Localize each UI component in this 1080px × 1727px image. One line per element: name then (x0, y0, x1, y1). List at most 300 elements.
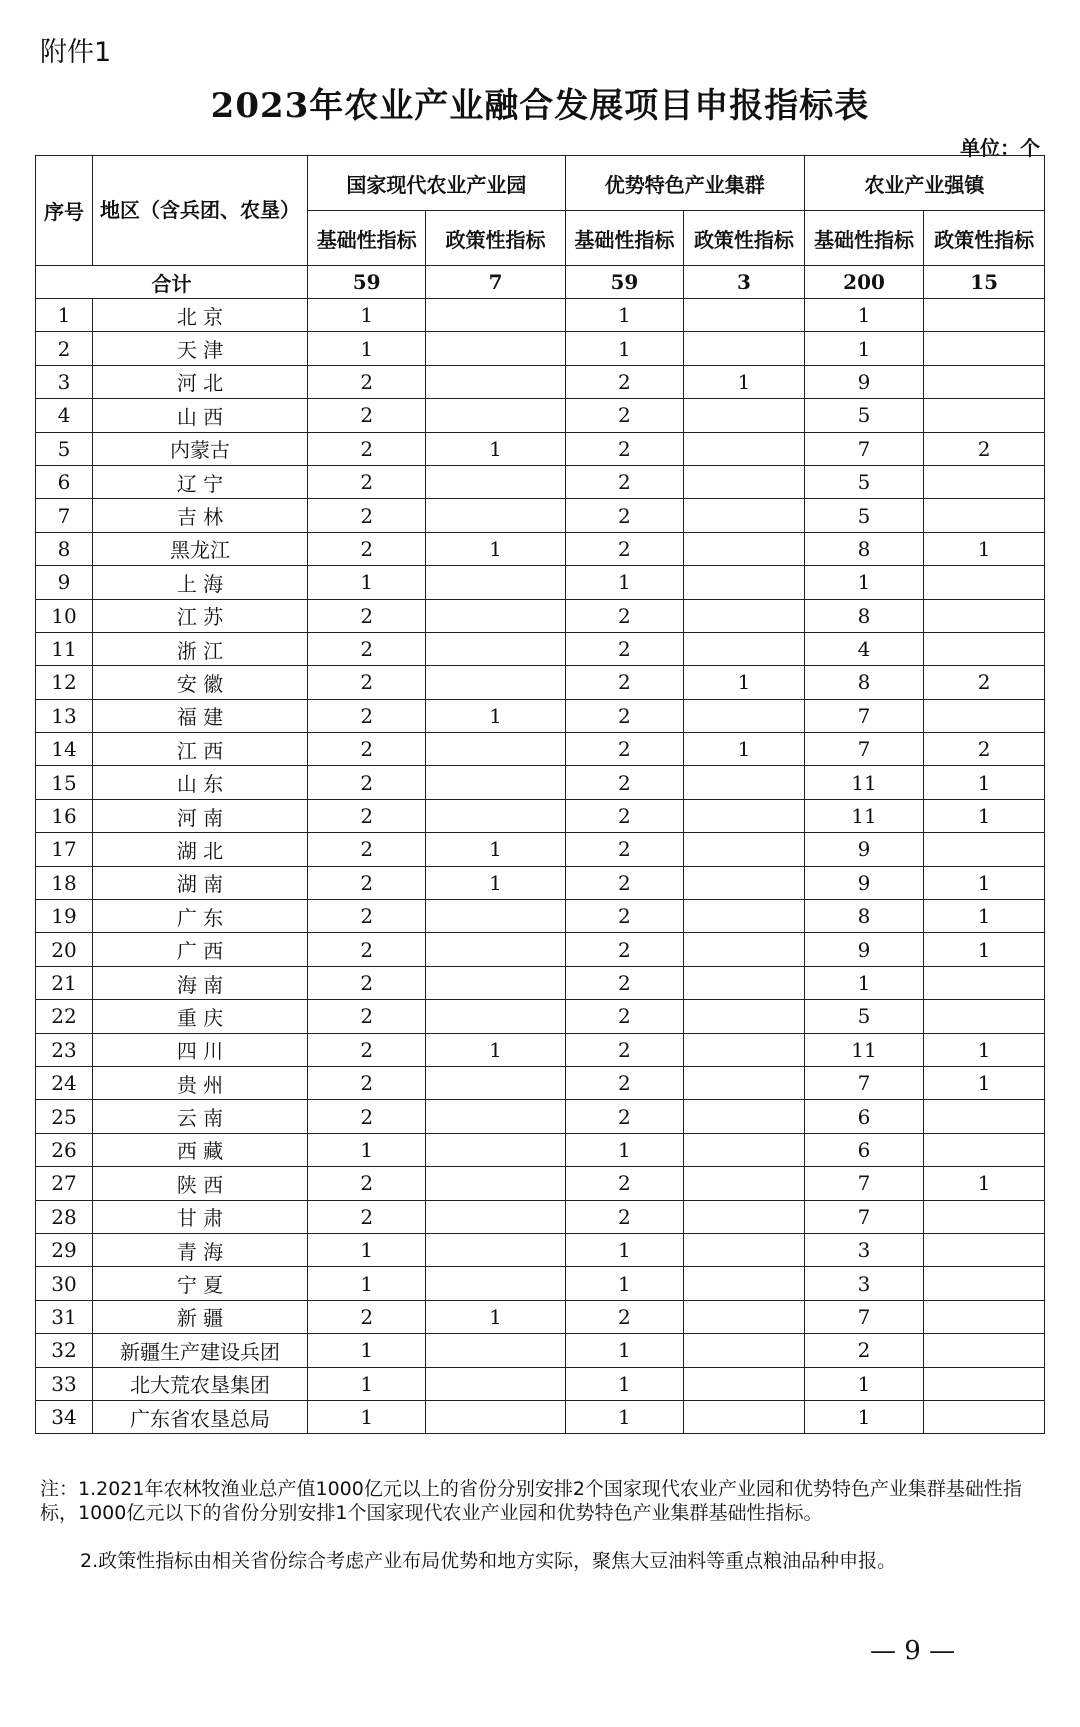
row-number: 14 (36, 733, 93, 766)
header-policy: 政策性指标 (426, 211, 565, 266)
row-region: 山 西 (93, 399, 308, 432)
row-value (684, 699, 805, 732)
table-row (36, 566, 1045, 599)
row-value: 1 (804, 1400, 924, 1433)
table-row (36, 699, 1045, 732)
row-value (924, 632, 1045, 665)
row-value (426, 365, 565, 398)
row-value (426, 465, 565, 498)
total-value: 15 (924, 266, 1045, 299)
table-row (36, 465, 1045, 498)
table-row (36, 365, 1045, 398)
row-number: 5 (36, 432, 93, 465)
row-value: 1 (924, 866, 1045, 899)
row-region: 吉 林 (93, 499, 308, 532)
row-value (426, 1400, 565, 1433)
row-value: 1 (924, 900, 1045, 933)
row-value: 2 (307, 866, 425, 899)
row-value: 2 (565, 833, 683, 866)
row-value: 1 (684, 733, 805, 766)
row-value: 2 (565, 599, 683, 632)
row-value: 1 (307, 1400, 425, 1433)
row-value: 2 (307, 1200, 425, 1233)
row-value (684, 465, 805, 498)
table-row (36, 733, 1045, 766)
row-value: 2 (307, 933, 425, 966)
table-row (36, 1200, 1045, 1233)
row-value (924, 833, 1045, 866)
row-region: 湖 南 (93, 866, 308, 899)
row-region: 广东省农垦总局 (93, 1400, 308, 1433)
table-row (36, 1233, 1045, 1266)
header-group-industry-town: 农业产业强镇 (804, 156, 1044, 211)
row-value: 2 (565, 632, 683, 665)
table-row (36, 933, 1045, 966)
row-value (924, 465, 1045, 498)
row-region: 青 海 (93, 1233, 308, 1266)
table-row (36, 866, 1045, 899)
row-value (924, 1300, 1045, 1333)
table-row (36, 1100, 1045, 1133)
row-number: 20 (36, 933, 93, 966)
row-value (924, 499, 1045, 532)
row-value: 1 (565, 1400, 683, 1433)
row-value (684, 332, 805, 365)
row-number: 8 (36, 532, 93, 565)
row-value (426, 900, 565, 933)
table-row (36, 532, 1045, 565)
row-value: 1 (924, 532, 1045, 565)
row-value: 2 (565, 966, 683, 999)
row-value (684, 599, 805, 632)
row-value (426, 933, 565, 966)
row-region: 江 西 (93, 733, 308, 766)
table-row (36, 599, 1045, 632)
row-value: 1 (684, 666, 805, 699)
row-value (684, 499, 805, 532)
row-value: 3 (804, 1267, 924, 1300)
row-value (426, 1233, 565, 1266)
row-value (426, 733, 565, 766)
row-region: 西 藏 (93, 1133, 308, 1166)
row-region: 河 南 (93, 799, 308, 832)
row-value (924, 365, 1045, 398)
row-number: 10 (36, 599, 93, 632)
row-region: 安 徽 (93, 666, 308, 699)
row-value (924, 1400, 1045, 1433)
row-value (684, 1400, 805, 1433)
row-value: 1 (565, 1133, 683, 1166)
row-region: 陕 西 (93, 1167, 308, 1200)
row-value (426, 1066, 565, 1099)
table-row (36, 833, 1045, 866)
row-value: 11 (804, 766, 924, 799)
table-row (36, 432, 1045, 465)
row-value: 2 (565, 1033, 683, 1066)
row-value: 7 (804, 1200, 924, 1233)
row-value: 1 (307, 1267, 425, 1300)
row-region: 湖 北 (93, 833, 308, 866)
row-value: 1 (565, 566, 683, 599)
row-value: 2 (307, 1066, 425, 1099)
row-region: 北 京 (93, 299, 308, 332)
row-value: 2 (565, 900, 683, 933)
row-region: 山 东 (93, 766, 308, 799)
row-value (924, 1000, 1045, 1033)
row-value: 5 (804, 399, 924, 432)
row-number: 12 (36, 666, 93, 699)
row-value: 2 (565, 432, 683, 465)
row-value: 2 (565, 799, 683, 832)
page-number: — 9 — (870, 1636, 956, 1666)
row-number: 1 (36, 299, 93, 332)
row-value (684, 1267, 805, 1300)
row-value: 2 (565, 1300, 683, 1333)
row-value (684, 766, 805, 799)
row-value (426, 632, 565, 665)
row-value: 2 (307, 1000, 425, 1033)
row-region: 上 海 (93, 566, 308, 599)
header-policy: 政策性指标 (924, 211, 1045, 266)
row-region: 甘 肃 (93, 1200, 308, 1233)
row-value: 2 (565, 933, 683, 966)
table-row (36, 1000, 1045, 1033)
row-number: 28 (36, 1200, 93, 1233)
row-value: 8 (804, 900, 924, 933)
row-value (684, 1367, 805, 1400)
row-number: 16 (36, 799, 93, 832)
row-number: 21 (36, 966, 93, 999)
header-basic: 基础性指标 (804, 211, 924, 266)
row-value (684, 1133, 805, 1166)
row-region: 北大荒农垦集团 (93, 1367, 308, 1400)
row-region: 河 北 (93, 365, 308, 398)
attachment-label: 附件1 (40, 37, 112, 68)
row-value: 1 (426, 833, 565, 866)
row-value: 1 (684, 365, 805, 398)
row-value: 2 (307, 833, 425, 866)
row-value (684, 866, 805, 899)
row-value (426, 299, 565, 332)
row-region: 海 南 (93, 966, 308, 999)
total-value: 3 (684, 266, 805, 299)
row-number: 4 (36, 399, 93, 432)
row-value: 1 (804, 966, 924, 999)
row-region: 黑龙江 (93, 532, 308, 565)
row-value: 1 (565, 1334, 683, 1367)
row-value: 2 (307, 900, 425, 933)
row-value (924, 599, 1045, 632)
row-value: 6 (804, 1100, 924, 1133)
row-region: 云 南 (93, 1100, 308, 1133)
row-value: 9 (804, 833, 924, 866)
row-value: 5 (804, 465, 924, 498)
row-value: 8 (804, 599, 924, 632)
row-number: 11 (36, 632, 93, 665)
row-value: 1 (307, 1233, 425, 1266)
table-row (36, 332, 1045, 365)
row-region: 重 庆 (93, 1000, 308, 1033)
document-title: 2023年农业产业融合发展项目申报指标表 (210, 86, 870, 126)
row-value: 2 (307, 1033, 425, 1066)
row-region: 宁 夏 (93, 1267, 308, 1300)
row-number: 27 (36, 1167, 93, 1200)
row-value (426, 1133, 565, 1166)
row-value: 2 (307, 1300, 425, 1333)
row-value: 2 (565, 1167, 683, 1200)
row-value: 2 (565, 699, 683, 732)
row-number: 18 (36, 866, 93, 899)
row-value (924, 1133, 1045, 1166)
note-1: 注：1.2021年农林牧渔业总产值1000亿元以上的省份分别安排2个国家现代农业产业园和优势特色产业集群基础性指标，1000亿元以下的省份分别安排1个国家现代农业产业园和优势特色产业集群基础性指标。 (40, 1478, 1022, 1524)
row-value (426, 966, 565, 999)
row-value (426, 1000, 565, 1033)
row-value: 2 (307, 766, 425, 799)
table-row (36, 632, 1045, 665)
row-value: 2 (307, 733, 425, 766)
row-value: 2 (307, 1167, 425, 1200)
row-value: 8 (804, 666, 924, 699)
row-value: 1 (804, 332, 924, 365)
row-value: 2 (565, 1200, 683, 1233)
row-number: 19 (36, 900, 93, 933)
row-value (684, 632, 805, 665)
row-value: 9 (804, 365, 924, 398)
row-value (426, 766, 565, 799)
row-value: 1 (804, 1367, 924, 1400)
table-row (36, 1267, 1045, 1300)
row-value (684, 1100, 805, 1133)
row-value: 2 (565, 1000, 683, 1033)
row-region: 广 西 (93, 933, 308, 966)
row-value (924, 299, 1045, 332)
header-seq: 序号 (36, 156, 93, 266)
row-value (684, 532, 805, 565)
row-value (426, 566, 565, 599)
row-value: 2 (924, 432, 1045, 465)
table-row (36, 799, 1045, 832)
table-row (36, 1334, 1045, 1367)
table-row (36, 1033, 1045, 1066)
row-value (924, 1267, 1045, 1300)
row-value (684, 1167, 805, 1200)
table-row (36, 1133, 1045, 1166)
row-value: 1 (924, 766, 1045, 799)
row-value (684, 1066, 805, 1099)
row-value (684, 799, 805, 832)
row-value: 9 (804, 933, 924, 966)
table-row (36, 966, 1045, 999)
row-value: 1 (565, 1367, 683, 1400)
row-value: 2 (307, 365, 425, 398)
row-value (684, 1233, 805, 1266)
row-value: 2 (565, 365, 683, 398)
row-value: 8 (804, 532, 924, 565)
row-region: 新疆生产建设兵团 (93, 1334, 308, 1367)
row-value (924, 332, 1045, 365)
total-value: 59 (565, 266, 683, 299)
row-value (426, 499, 565, 532)
row-value: 1 (924, 1167, 1045, 1200)
row-value (924, 1367, 1045, 1400)
row-number: 22 (36, 1000, 93, 1033)
total-value: 59 (307, 266, 425, 299)
row-value: 1 (804, 566, 924, 599)
row-value: 1 (924, 799, 1045, 832)
row-value: 1 (307, 566, 425, 599)
row-value: 2 (565, 866, 683, 899)
row-number: 9 (36, 566, 93, 599)
row-value: 5 (804, 1000, 924, 1033)
row-value (684, 900, 805, 933)
row-value: 1 (426, 866, 565, 899)
row-region: 内蒙古 (93, 432, 308, 465)
row-value (426, 1267, 565, 1300)
row-value: 2 (565, 465, 683, 498)
row-value (426, 399, 565, 432)
table-row (36, 299, 1045, 332)
row-value (924, 399, 1045, 432)
row-value: 2 (307, 399, 425, 432)
row-value: 2 (565, 733, 683, 766)
table-row (36, 1167, 1045, 1200)
row-value: 5 (804, 499, 924, 532)
table-row (36, 499, 1045, 532)
row-value: 2 (565, 766, 683, 799)
row-number: 31 (36, 1300, 93, 1333)
row-value: 2 (307, 465, 425, 498)
row-value (684, 1200, 805, 1233)
row-value (426, 599, 565, 632)
row-region: 浙 江 (93, 632, 308, 665)
row-region: 贵 州 (93, 1066, 308, 1099)
row-number: 17 (36, 833, 93, 866)
row-region: 福 建 (93, 699, 308, 732)
header-group-industrial-park: 国家现代农业产业园 (307, 156, 565, 211)
total-value: 7 (426, 266, 565, 299)
unit-label: 单位：个 (960, 136, 1040, 160)
header-policy: 政策性指标 (684, 211, 805, 266)
table-row (36, 666, 1045, 699)
row-value (426, 1334, 565, 1367)
note-2: 2.政策性指标由相关省份综合考虑产业布局优势和地方实际，聚焦大豆油料等重点粮油品种申报。 (80, 1550, 897, 1572)
row-value: 9 (804, 866, 924, 899)
row-number: 6 (36, 465, 93, 498)
row-value (426, 1200, 565, 1233)
row-value: 7 (804, 1300, 924, 1333)
row-value (924, 566, 1045, 599)
row-value: 2 (565, 1066, 683, 1099)
row-value: 1 (924, 1033, 1045, 1066)
row-value: 2 (565, 1100, 683, 1133)
row-number: 30 (36, 1267, 93, 1300)
row-value: 2 (307, 499, 425, 532)
row-value (684, 299, 805, 332)
row-value: 2 (804, 1334, 924, 1367)
row-value: 2 (307, 799, 425, 832)
row-number: 13 (36, 699, 93, 732)
row-value: 3 (804, 1233, 924, 1266)
header-group-industry-cluster: 优势特色产业集群 (565, 156, 804, 211)
row-value: 7 (804, 733, 924, 766)
row-value: 2 (307, 599, 425, 632)
row-value (426, 799, 565, 832)
row-number: 15 (36, 766, 93, 799)
table-row (36, 399, 1045, 432)
row-region: 天 津 (93, 332, 308, 365)
row-number: 26 (36, 1133, 93, 1166)
row-number: 33 (36, 1367, 93, 1400)
row-number: 2 (36, 332, 93, 365)
table-body (36, 266, 1045, 1434)
table-row (36, 1300, 1045, 1333)
row-value: 1 (426, 1033, 565, 1066)
row-value (924, 1200, 1045, 1233)
row-value: 2 (924, 666, 1045, 699)
row-value (684, 1000, 805, 1033)
row-region: 辽 宁 (93, 465, 308, 498)
row-value: 1 (426, 532, 565, 565)
row-value: 2 (924, 733, 1045, 766)
row-value: 7 (804, 1066, 924, 1099)
row-value (426, 1367, 565, 1400)
row-value: 1 (565, 299, 683, 332)
row-number: 23 (36, 1033, 93, 1066)
row-value: 2 (565, 532, 683, 565)
row-value (684, 1334, 805, 1367)
row-value: 2 (307, 699, 425, 732)
row-value: 1 (924, 933, 1045, 966)
indicator-table (35, 155, 1045, 1434)
row-number: 24 (36, 1066, 93, 1099)
row-value: 11 (804, 799, 924, 832)
row-value: 1 (924, 1066, 1045, 1099)
table-row (36, 766, 1045, 799)
row-region: 广 东 (93, 900, 308, 933)
row-value (924, 1334, 1045, 1367)
row-number: 34 (36, 1400, 93, 1433)
row-value (924, 699, 1045, 732)
row-value: 1 (426, 699, 565, 732)
row-value (426, 666, 565, 699)
row-region: 新 疆 (93, 1300, 308, 1333)
row-value: 2 (307, 432, 425, 465)
row-value (684, 966, 805, 999)
row-value (924, 1233, 1045, 1266)
row-value: 1 (307, 1133, 425, 1166)
row-number: 32 (36, 1334, 93, 1367)
row-value (684, 432, 805, 465)
row-value: 1 (307, 299, 425, 332)
row-value (684, 566, 805, 599)
row-value: 2 (307, 966, 425, 999)
row-value: 1 (307, 332, 425, 365)
row-value: 2 (565, 499, 683, 532)
row-value: 2 (565, 399, 683, 432)
row-value (924, 966, 1045, 999)
row-value (684, 399, 805, 432)
row-value: 2 (307, 632, 425, 665)
row-value (684, 1033, 805, 1066)
table-row (36, 900, 1045, 933)
row-value (426, 1167, 565, 1200)
table-row (36, 1400, 1045, 1433)
row-value: 7 (804, 1167, 924, 1200)
row-value: 1 (804, 299, 924, 332)
row-value: 4 (804, 632, 924, 665)
table-row (36, 1066, 1045, 1099)
row-value (426, 332, 565, 365)
